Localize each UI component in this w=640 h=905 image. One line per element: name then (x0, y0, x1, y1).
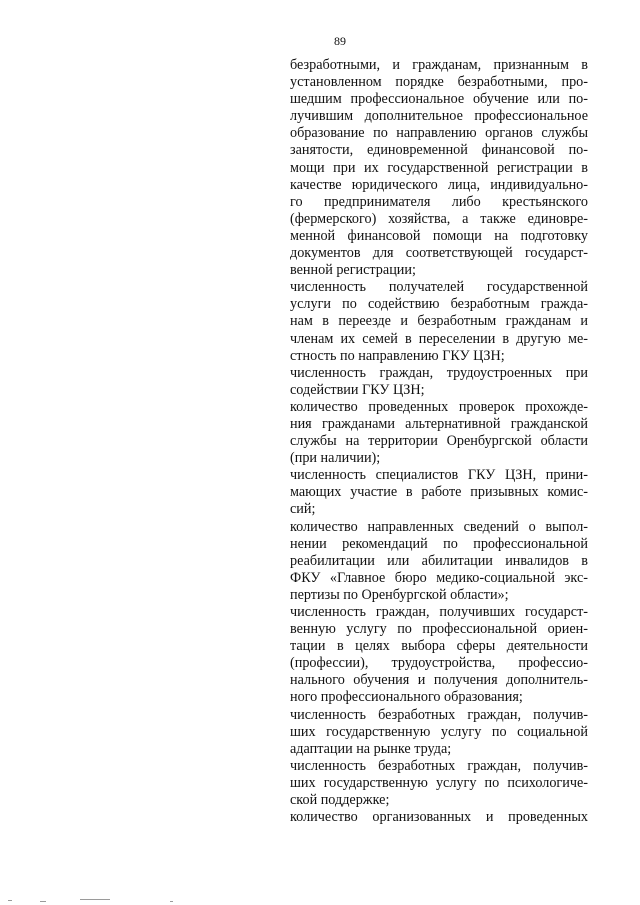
text-line: безработными, и гражданам, признанным в (290, 57, 588, 73)
text-line: услуги по содействию безработным гражда- (290, 296, 588, 313)
text-line: ших государственную услугу по психологиче- (290, 774, 588, 791)
text-line: документов для соответствующей государст- (290, 245, 588, 262)
text-line: численность получателей государственной (290, 279, 588, 296)
text-line: членам их семей в переселении в другую ме- (290, 330, 588, 347)
text-line: стность по направлению ГКУ ЦЗН; (290, 347, 505, 364)
text-line: занятости, единовременной финансовой по- (290, 142, 588, 159)
text-line: ного профессионального образования; (290, 689, 523, 706)
scan-mark (40, 901, 46, 902)
text-line: количество направленных сведений о выпол- (290, 518, 588, 535)
text-line: (профессии), трудоустройства, профессио- (290, 655, 588, 672)
text-line: ших государственную услугу по социальной (290, 723, 588, 740)
text-line: сий; (290, 501, 316, 518)
text-line: численность безработных граждан, получив- (290, 706, 588, 723)
text-line: ФКУ «Главное бюро медико-социальной экс- (290, 569, 588, 586)
text-line: менной финансовой помощи на подготовку (290, 227, 588, 244)
text-line: (фермерского) хозяйства, а также единовре- (290, 210, 588, 227)
text-line: мающих участие в работе призывных комис- (290, 484, 588, 501)
text-line: го предпринимателя либо крестьянского (290, 193, 588, 210)
text-line: службы на территории Оренбургской области (290, 433, 588, 450)
text-line: качестве юридического лица, индивидуально- (290, 176, 588, 193)
scan-edge-marks (0, 897, 640, 905)
text-line: венную услугу по профессиональной ориен- (290, 621, 588, 638)
text-line: мощи при их государственной регистрации в (290, 159, 588, 176)
text-line: адаптации на рынке труда; (290, 740, 452, 757)
scan-mark (170, 901, 173, 902)
text-line: лучившим дополнительное профессиональное (290, 108, 588, 125)
body-text (290, 57, 588, 826)
text-line: численность граждан, трудоустроенных при (290, 364, 588, 381)
text-line: ской поддержке; (290, 792, 390, 809)
text-line: количество организованных и проведенных (290, 809, 588, 826)
text-line: установленном порядке безработными, про- (290, 74, 588, 91)
text-line: (при наличии); (290, 450, 381, 467)
text-line: нам в переезде и безработным гражданам и (290, 313, 588, 330)
text-line: ния гражданами альтернативной гражданской (290, 415, 588, 432)
text-line: шедшим профессиональное обучение или по- (290, 91, 588, 108)
scan-mark (8, 900, 12, 901)
text-line: реабилитации или абилитации инвалидов в (290, 552, 588, 569)
scan-mark (80, 899, 110, 900)
text-line: количество проведенных проверок прохожде- (290, 398, 588, 415)
text-line: численность специалистов ГКУ ЦЗН, прини- (290, 467, 588, 484)
text-line: образование по направлению органов службы (290, 125, 588, 142)
text-line: нального обучения и получения дополнитель- (290, 672, 588, 689)
text-line: венной регистрации; (290, 262, 416, 279)
page-number: 89 (334, 34, 346, 48)
text-line: нении рекомендаций по профессиональной (290, 535, 588, 552)
text-line: содействии ГКУ ЦЗН; (290, 381, 425, 398)
text-line: численность граждан, получивших государст- (290, 604, 588, 620)
text-line: тации в целях выбора сферы деятельности (290, 638, 588, 655)
text-line: численность безработных граждан, получив- (290, 757, 588, 774)
text-line: пертизы по Оренбургской области»; (290, 586, 509, 603)
